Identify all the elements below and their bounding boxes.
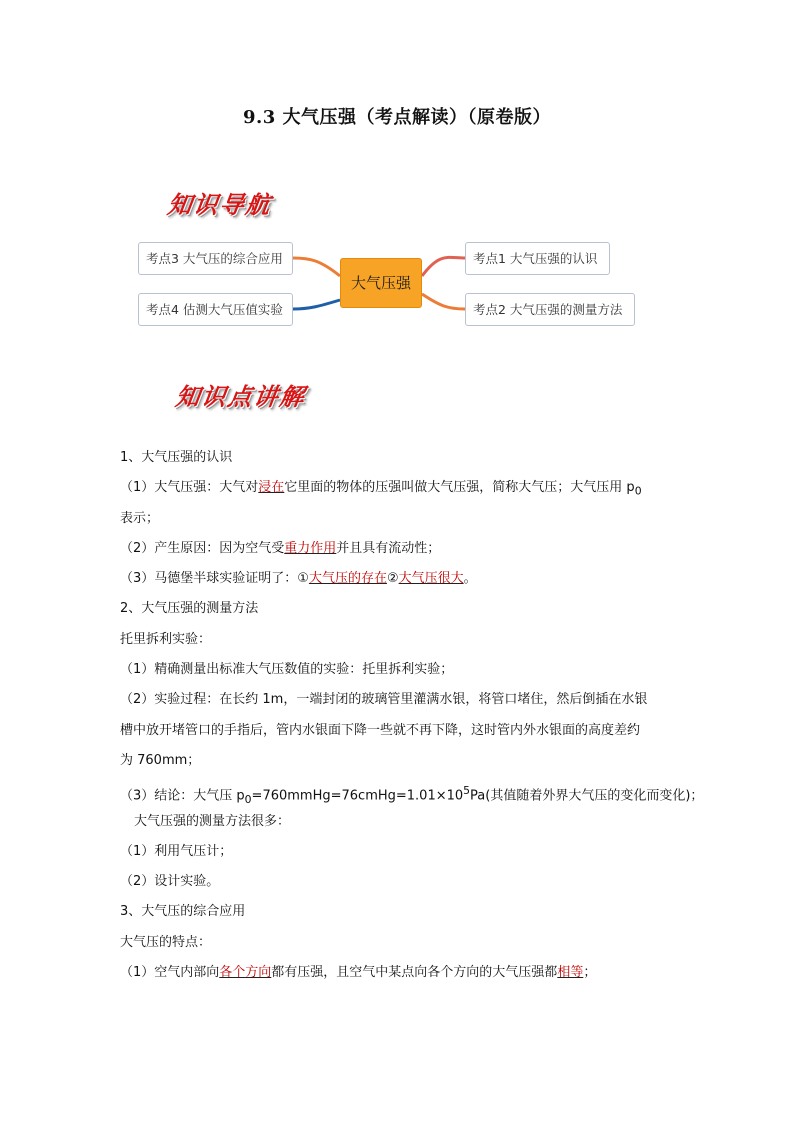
page-title: 9.3 大气压强（考点解读）（原卷版） — [242, 107, 552, 128]
keyword-existence: 大气压的存在 — [308, 571, 387, 587]
paragraph-s2-p2-line2: 槽中放开堵管口的手指后，管内水银面下降一些就不再下降，这时管内外水银面的高度差约 — [120, 722, 641, 738]
connector-n3 — [293, 258, 340, 276]
paragraph-s2-p4: 大气压强的测量方法很多： — [134, 813, 291, 829]
paragraph-s1-p3: （3）马德堡半球实验证明了：①大气压的存在②大气压很大。 — [120, 571, 477, 587]
knowledge-points-banner: 知识点讲解 — [173, 382, 308, 411]
section-heading-2: 2、大气压强的测量方法 — [120, 601, 259, 617]
keyword-equal: 相等 — [557, 965, 584, 981]
keyword-gravity: 重力作用 — [284, 540, 337, 556]
mindmap-node-topic2: 考点2 大气压强的测量方法 — [465, 293, 635, 326]
paragraph-s3-p1: （1）空气内部向各个方向都有压强，且空气中某点向各个方向的大气压强都相等； — [120, 965, 597, 981]
connector-n1 — [422, 257, 465, 276]
keyword-immersed: 浸在 — [258, 480, 285, 496]
mindmap-node-topic4: 考点4 估测大气压值实验 — [138, 293, 293, 326]
paragraph-s2-p2-line1: （2）实验过程：在长约 1m，一端封闭的玻璃管里灌满水银，将管口堵住，然后倒插在水银 — [120, 692, 648, 708]
paragraph-s1-p2: （2）产生原因：因为空气受重力作用并且具有流动性； — [120, 540, 441, 556]
knowledge-nav-banner: 知识导航 — [165, 190, 274, 219]
paragraph-s2-p2-line3: 为 760mm； — [120, 752, 201, 768]
keyword-very-large: 大气压很大 — [398, 571, 464, 587]
subheading-features: 大气压的特点： — [120, 934, 212, 950]
connector-n2 — [422, 294, 465, 309]
paragraph-s1-p1-cont: 表示； — [120, 510, 160, 526]
paragraph-s2-p6: （2）设计实验。 — [120, 874, 220, 890]
mindmap-node-topic1: 考点1 大气压强的认识 — [465, 242, 610, 275]
mindmap-center-node: 大气压强 — [340, 258, 422, 308]
document-body — [120, 443, 704, 988]
section-heading-3: 3、大气压的综合应用 — [120, 904, 246, 920]
paragraph-s2-p5: （1）利用气压计； — [120, 843, 233, 859]
mindmap-node-topic3: 考点3 大气压的综合应用 — [138, 242, 293, 275]
section-heading-1: 1、大气压强的认识 — [120, 450, 233, 465]
connector-n4 — [293, 300, 340, 309]
paragraph-s2-p1: （1）精确测量出标准大气压数值的实验：托里拆利实验； — [120, 662, 454, 678]
paragraph-s2-p3: （3）结论：大气压 $p_0=760mmHg=76cmHg=1.01\times 10^5Pa$(其值随着外界大气压的变化而变化)； — [120, 784, 704, 807]
paragraph-s1-p1: （1）大气压强：大气对浸在它里面的物体的压强叫做大气压强，简称大气压；大气压用 $p_0$ — [120, 480, 642, 498]
subheading-torricelli: 托里拆利实验： — [120, 631, 212, 647]
keyword-all-directions: 各个方向 — [219, 965, 272, 981]
